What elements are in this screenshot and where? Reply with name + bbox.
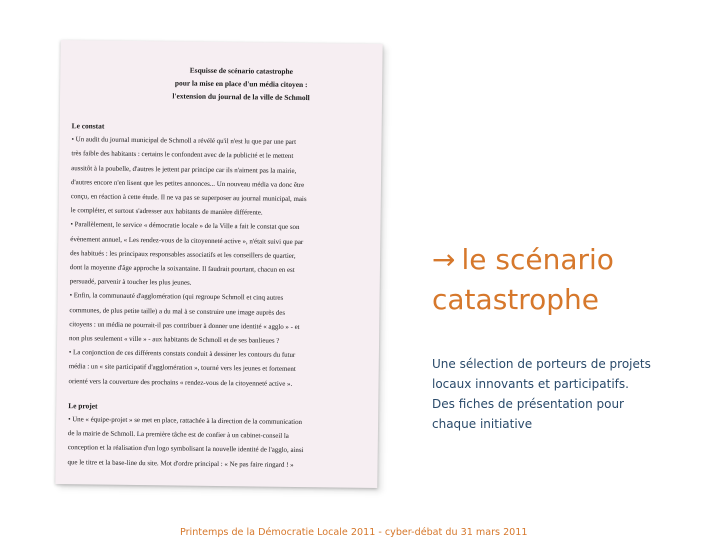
section-projet-text (67, 413, 370, 473)
document-line: • Enfin, la communauté d'agglomération (qui regroupe Schmoll et cinq autres (69, 292, 284, 303)
description-line: locaux innovants et participatifs. (432, 377, 629, 391)
slide-heading (432, 240, 614, 320)
document-body (55, 101, 381, 474)
document-title-line: pour la mise en place d'un média citoyen : (174, 78, 308, 90)
document-image (55, 40, 382, 488)
document-title-line: l'extension du journal de la ville de Schmoll (172, 91, 310, 103)
document-line: • Un audit du journal municipal de Schmoll a révélé qu'il n'est lu que par une part (71, 136, 297, 147)
document-line: • La conjonction de ces différents constats conduit à dessiner les contours du futur (68, 349, 296, 360)
document-line: de la mairie de Schmoll. La première tâche est de confier à un cabinet-conseil la (67, 430, 289, 441)
document-line: conception et la réalisation d'un logo symbolisant la nouvelle identité de l'agglo, ainsi (67, 444, 304, 455)
section-constat-text (68, 133, 373, 392)
document-line: conçu, en réaction à cette étude. Il ne va pas se superposer au journal municipal, mais (70, 193, 307, 204)
description-line: Une sélection de porteurs de projets (432, 357, 651, 371)
document-line: des habitués : les principaux responsables associatifs et les conseillers de quartier, (70, 250, 296, 260)
description-line: chaque initiative (432, 417, 533, 431)
document-line: persuadé, parvenir à toucher les plus jeunes. (69, 278, 192, 287)
slide-description (432, 354, 712, 434)
document-line: orienté vers la couverture des prochains « rendez-vous de la citoyenneté active ». (68, 377, 293, 388)
slide-footer: Printemps de la Démocratie Locale 2011 - cyber-débat du 31 mars 2011 (180, 527, 528, 538)
section-heading-projet: Le projet (68, 401, 98, 411)
document-line: d'autres encore n'en lisent que les petites annonces... Un nouveau média va donc être (70, 178, 305, 189)
heading-line-1: le scénario (461, 243, 614, 276)
document-line: média : un « site participatif d'agglomération », tourné vers les jeunes et fortement (68, 363, 296, 374)
document-line: dont la moyenne d'âge approche la soixantaine. Il faudrait pourtant, chacun en est (69, 264, 295, 274)
document-title-line: Esquisse de scénario catastrophe (189, 65, 293, 76)
arrow-right-icon: → (432, 243, 456, 276)
document-line: que le titre et la base-line du site. Mot d'ordre principal : « Ne pas faire ringard ! » (67, 458, 294, 469)
document-line: non plus seulement « ville » - aux habitants de Schmoll et de ses banlieues ? (69, 335, 280, 345)
document-line: aussitôt à la poubelle, d'autres le jettent par principe car ils n'aiment pas la mairie, (71, 164, 297, 175)
document-line: • Une « équipe-projet » se met en place, rattachée à la direction de la communication (68, 416, 303, 427)
document-line: très faible des habitants : certains le confondent avec de la publicité et le mettent (71, 150, 294, 161)
document-title (60, 62, 382, 105)
document-line: citoyens : un média ne pourrait-il pas contribuer à donner une identité « agglo » - et (69, 321, 300, 331)
document-line: le compléter, et surtout s'adresser aux habitants de manière différente. (70, 207, 263, 217)
document-line: communes, de plus petite taille) a du mal à se construire une image auprès des (69, 306, 286, 317)
document-line: évènement annuel, « Les rendez-vous de la citoyenneté active », n'était suivi que par (70, 235, 304, 246)
document-line: • Parallèlement, le service « démocratie locale » de la Ville a fait le constat que son (70, 221, 300, 232)
section-heading-constat: Le constat (71, 121, 105, 131)
description-line: Des fiches de présentation pour (432, 397, 624, 411)
heading-line-2: catastrophe (432, 283, 600, 316)
